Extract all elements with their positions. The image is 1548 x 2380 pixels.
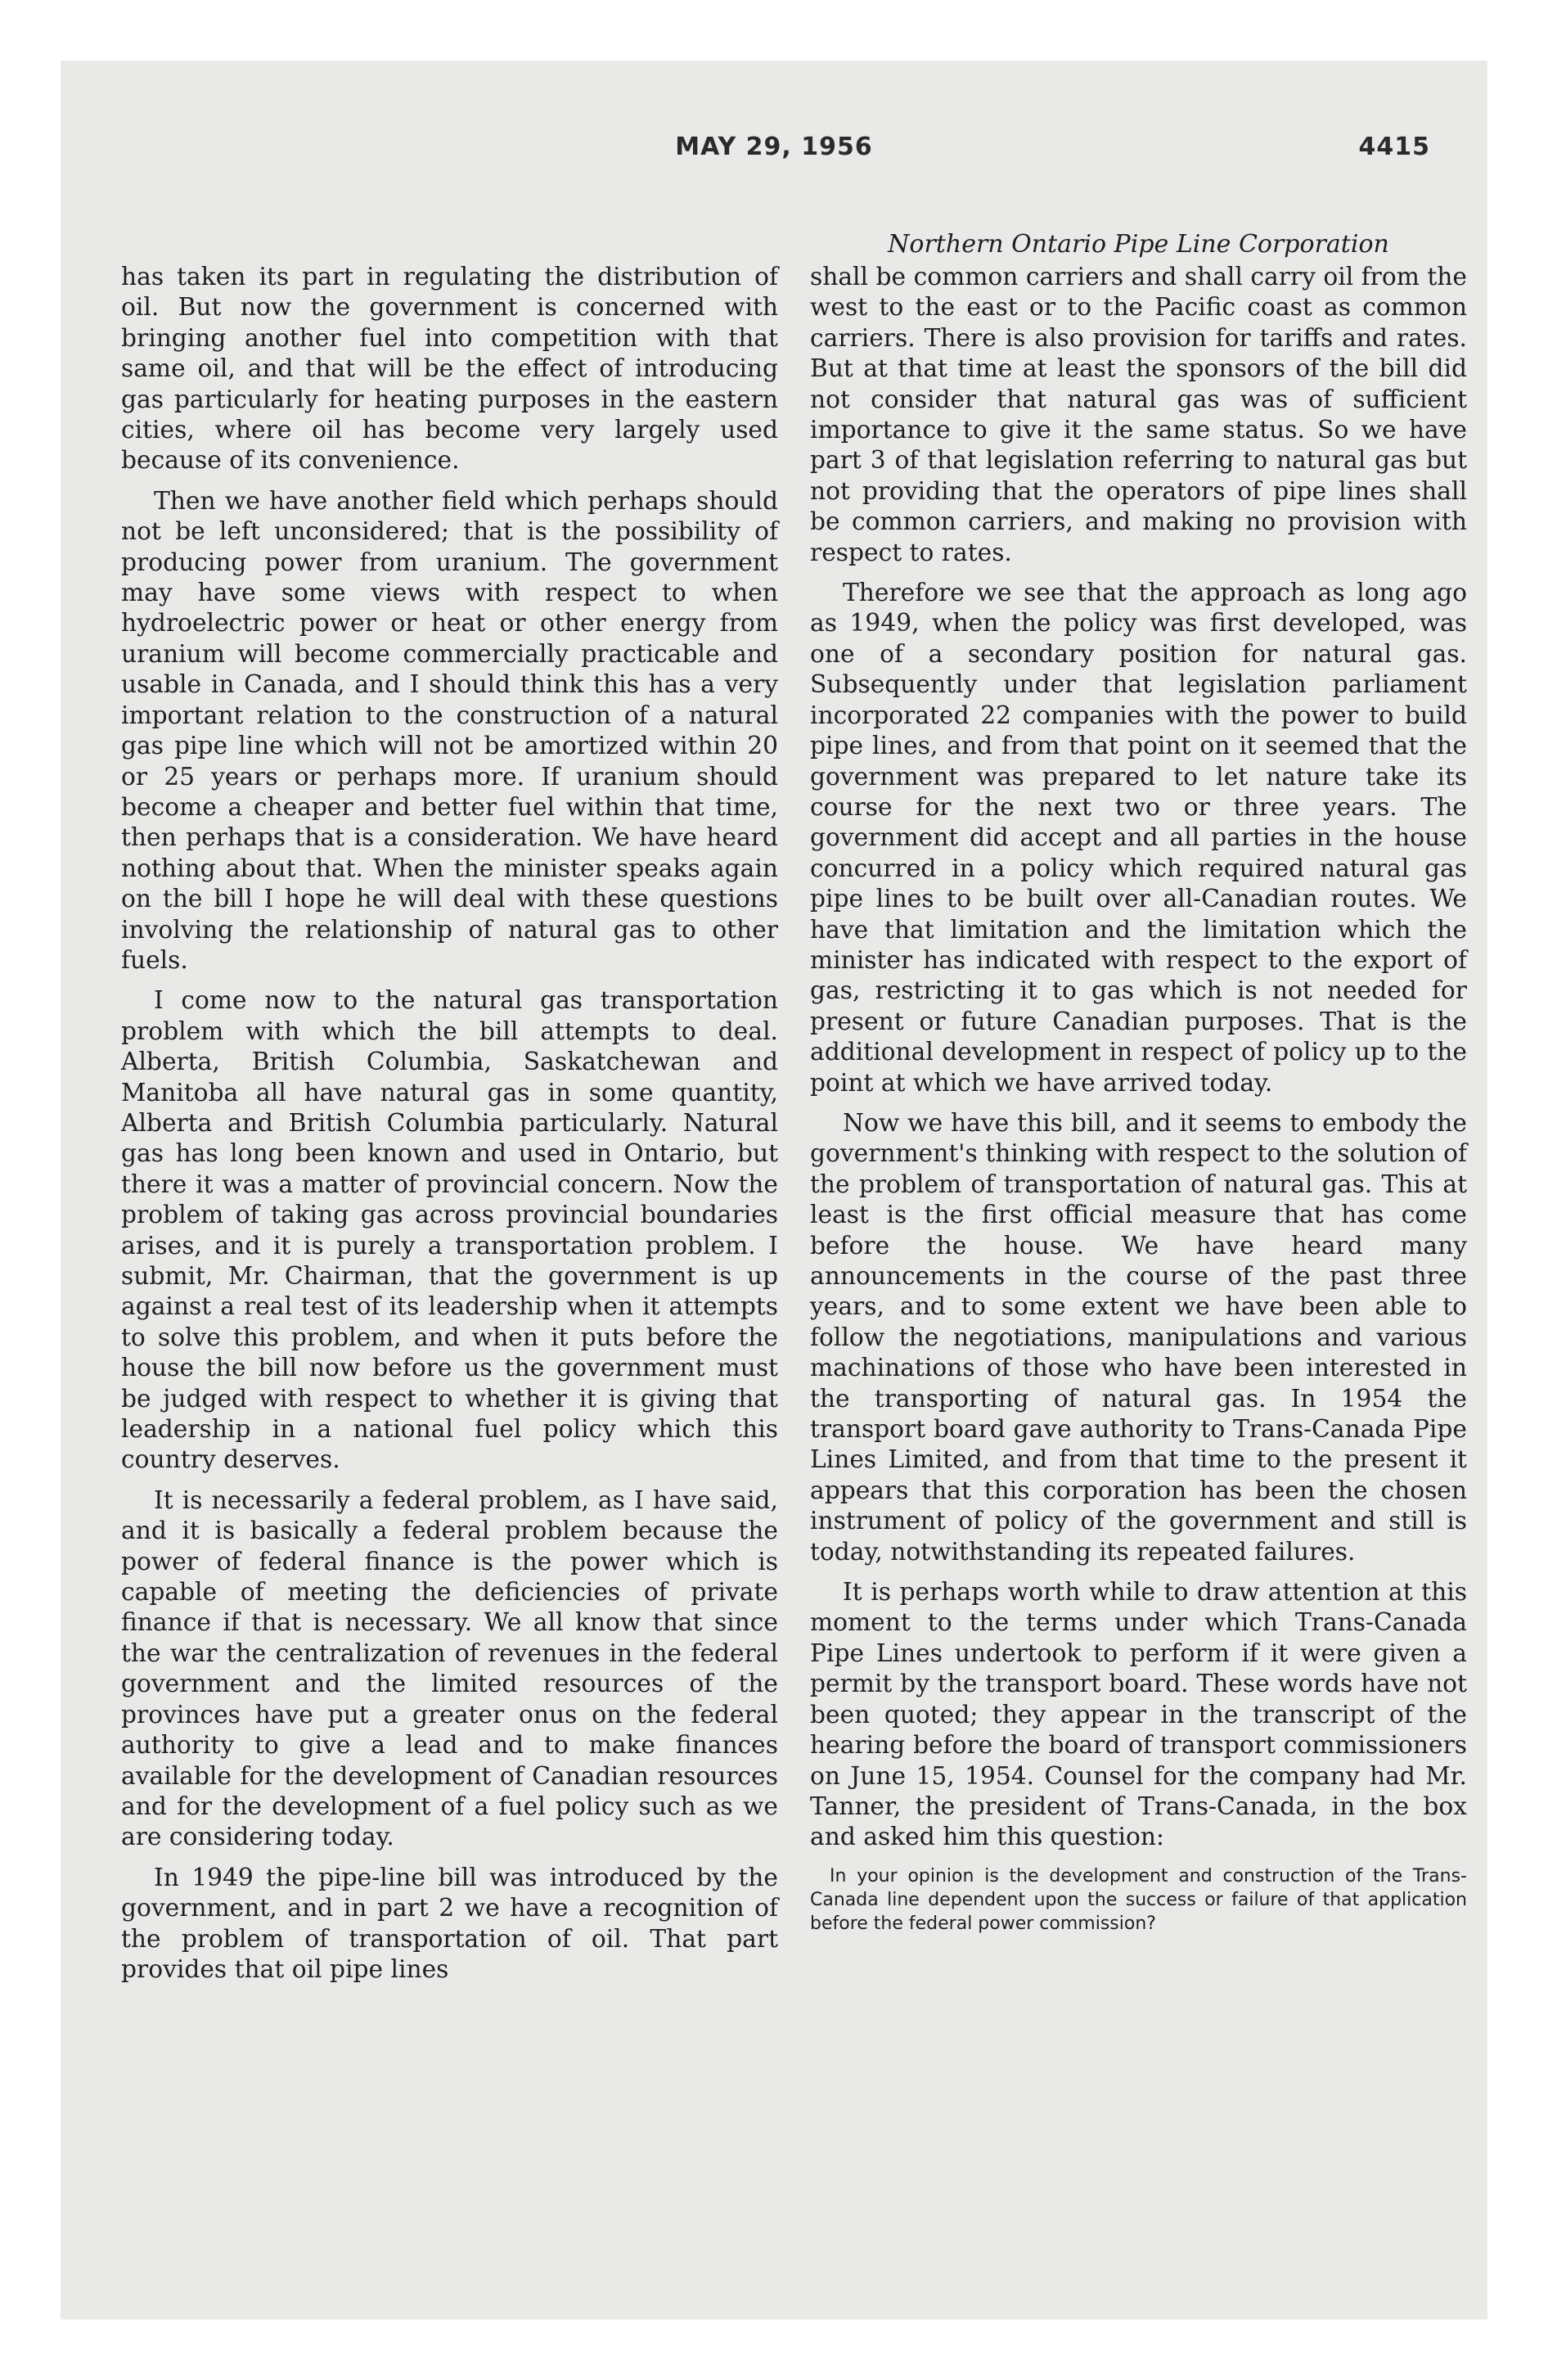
block-quote: In your opinion is the development and construction of the Trans-Canada line dependent upon the success or failure of that application before the federal power commission? — [810, 1865, 1467, 1934]
paragraph: Therefore we see that the approach as long ago as 1949, when the policy was first developed, was one of a secondary position for natural gas. Subsequently under that legislation parliament incorporated 22 companies with the power to build pipe lines, and from that point on it seemed that the government was prepared to let nature take its course for the next two or three years. The government did accept and all parties in the house concurred in a policy which required natural gas pipe lines to be built over all-Canadian routes. We have that limitation and the limitation which the minister has indicated with respect to the export of gas, restricting it to gas which is not needed for present or future Canadian purposes. That is the additional development in respect of policy up to the point at which we have arrived today. — [810, 579, 1467, 1098]
right-column — [810, 229, 1467, 1936]
paragraph: It is perhaps worth while to draw attention at this moment to the terms under which Trans-Canada Pipe Lines undertook to perform if it were given a permit by the transport board. These words have not been quoted; they appear in the transcript of the hearing before the board of transport commissioners on June 15, 1954. Counsel for the company had Mr. Tanner, the president of Trans-Canada, in the box and asked him this question: — [810, 1578, 1467, 1852]
paragraph: It is necessarily a federal problem, as I have said, and it is basically a federal problem because the power of federal finance is the power which is capable of meeting the deficiencies of private finance if that is necessary. We all know that since the war the centralization of revenues in the federal government and the limited resources of the provinces have put a greater onus on the federal authority to give a lead and to make finances available for the development of Canadian resources and for the development of a fuel policy such as we are considering today. — [121, 1485, 778, 1852]
page-number: 4415 — [1358, 133, 1430, 161]
page-sheet — [61, 61, 1487, 2319]
paragraph: shall be common carriers and shall carry oil from the west to the east or to the Pacific coast as common carriers. There is also provision for tariffs and rates. But at that time at least the sponsors of the bill did not consider that natural gas was of sufficient importance to give it the same status. So we have part 3 of that legislation referring to natural gas but not providing that the operators of pipe lines shall be common carriers, and making no provision with respect to rates. — [810, 263, 1467, 567]
left-column — [121, 262, 778, 1995]
paragraph: has taken its part in regulating the distribution of oil. But now the government is concerned with bringing another fuel into competition with that same oil, and that will be the effect of introducing gas particularly for heating purposes in the eastern cities, where oil has become very largely used because of its convenience. — [121, 263, 778, 476]
paragraph: Then we have another field which perhaps should not be left unconsidered; that is the possibility of producing power from uranium. The government may have some views with respect to when hydroelectric power or heat or other energy from uranium will become commercially practicable and usable in Canada, and I should think this has a very important relation to the construction of a natural gas pipe line which will not be amortized within 20 or 25 years or perhaps more. If uranium should become a cheaper and better fuel within that time, then perhaps that is a consideration. We have heard nothing about that. When the minister speaks again on the bill I hope he will deal with these questions involving the relationship of natural gas to other fuels. — [121, 486, 778, 975]
paragraph: I come now to the natural gas transportation problem with which the bill attempts to deal. Alberta, British Columbia, Saskatchewan and Manitoba all have natural gas in some quantity, Alberta and British Columbia particularly. Natural gas has long been known and used in Ontario, but there it was a matter of provincial concern. Now the problem of taking gas across provincial boundaries arises, and it is purely a transportation problem. I submit, Mr. Chairman, that the government is up against a real test of its leadership when it attempts to solve this problem, and when it puts before the house the bill now before us the government must be judged with respect to whether it is giving that leadership in a national fuel policy which this country deserves. — [121, 986, 778, 1475]
header-date: MAY 29, 1956 — [675, 133, 873, 161]
paragraph: In 1949 the pipe-line bill was introduced by the government, and in part 2 we have a recognition of the problem of transportation of oil. That part provides that oil pipe lines — [121, 1863, 778, 1984]
section-heading: Northern Ontario Pipe Line Corporation — [888, 230, 1389, 259]
paragraph: Now we have this bill, and it seems to embody the government's thinking with respect to the solution of the problem of transportation of natural gas. This at least is the first official measure that has come before the house. We have heard many announcements in the course of the past three years, and to some extent we have been able to follow the negotiations, manipulations and various machinations of those who have been interested in the transporting of natural gas. In 1954 the transport board gave authority to Trans-Canada Pipe Lines Limited, and from that time to the present it appears that this corporation has been the chosen instrument of policy of the government and still is today, notwithstanding its repeated failures. — [810, 1108, 1467, 1566]
page-header — [61, 133, 1487, 165]
